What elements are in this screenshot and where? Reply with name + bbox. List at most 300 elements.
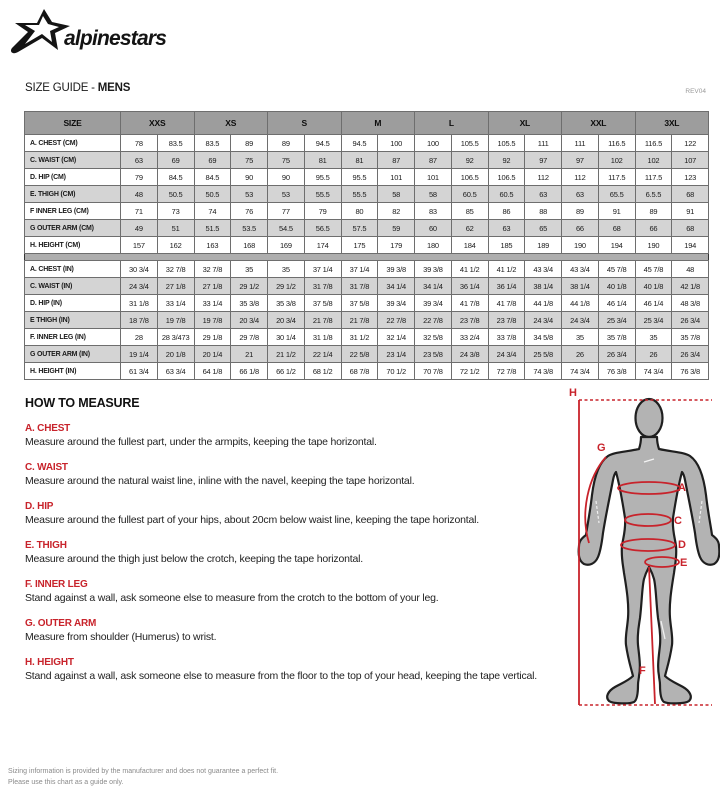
figure-label-thigh: E bbox=[680, 557, 688, 569]
measure-item-label: E. THIGH bbox=[25, 540, 67, 551]
size-value: 157 bbox=[121, 237, 158, 254]
measure-row-label: F INNER LEG (CM) bbox=[25, 203, 121, 220]
measure-row-label: G OUTER ARM (CM) bbox=[25, 220, 121, 237]
size-value: 89 bbox=[268, 135, 305, 152]
size-value: 163 bbox=[194, 237, 231, 254]
measure-item-description: Measure from shoulder (Humerus) to wrist. bbox=[25, 631, 217, 643]
size-value: 31 1/2 bbox=[341, 329, 378, 346]
size-value: 102 bbox=[635, 152, 672, 169]
size-value: 39 3/4 bbox=[378, 295, 415, 312]
size-value: 23 7/8 bbox=[488, 312, 525, 329]
size-value: 69 bbox=[194, 152, 231, 169]
size-value: 87 bbox=[415, 152, 452, 169]
table-row bbox=[25, 135, 709, 152]
size-value: 123 bbox=[672, 169, 709, 186]
size-value: 89 bbox=[562, 203, 599, 220]
figure-label-height: H bbox=[569, 387, 577, 399]
size-value: 31 7/8 bbox=[341, 278, 378, 295]
size-value: 43 3/4 bbox=[562, 261, 599, 278]
size-value: 90 bbox=[231, 169, 268, 186]
size-value: 190 bbox=[562, 237, 599, 254]
size-value: 20 3/4 bbox=[268, 312, 305, 329]
size-value: 44 1/8 bbox=[525, 295, 562, 312]
size-value: 32 5/8 bbox=[415, 329, 452, 346]
size-value: 6.5.5 bbox=[635, 186, 672, 203]
size-value: 37 5/8 bbox=[304, 295, 341, 312]
measure-item bbox=[25, 501, 560, 526]
size-value: 64 1/8 bbox=[194, 363, 231, 380]
measure-item bbox=[25, 540, 560, 565]
size-value: 101 bbox=[415, 169, 452, 186]
disclaimer bbox=[8, 767, 278, 789]
measure-row-label: E. THIGH (CM) bbox=[25, 186, 121, 203]
size-value: 31 1/8 bbox=[304, 329, 341, 346]
measurement-figure bbox=[552, 383, 720, 728]
size-value: 63 bbox=[121, 152, 158, 169]
size-value: 66 1/2 bbox=[268, 363, 305, 380]
alpinestars-logo-icon bbox=[8, 6, 178, 58]
size-value: 70 7/8 bbox=[415, 363, 452, 380]
size-value: 89 bbox=[231, 135, 268, 152]
size-value: 23 7/8 bbox=[451, 312, 488, 329]
size-value: 21 bbox=[231, 346, 268, 363]
disclaimer-line1: Sizing information is provided by the manufacturer and does not guarantee a perfect fit. bbox=[8, 768, 279, 775]
size-value: 20 1/4 bbox=[194, 346, 231, 363]
size-value: 68 bbox=[672, 186, 709, 203]
measure-item-label: D. HIP bbox=[25, 501, 54, 512]
size-value: 185 bbox=[488, 237, 525, 254]
size-value: 63 3/4 bbox=[157, 363, 194, 380]
size-value: 28 bbox=[121, 329, 158, 346]
size-value: 107 bbox=[672, 152, 709, 169]
size-value: 31 1/8 bbox=[121, 295, 158, 312]
measure-item-description: Stand against a wall, ask someone else to measure from the floor to the top of your head, keeping the tape vertical. bbox=[25, 670, 538, 682]
size-value: 55.5 bbox=[304, 186, 341, 203]
size-value: 35 7/8 bbox=[598, 329, 635, 346]
table-row bbox=[25, 295, 709, 312]
size-value: 53 bbox=[268, 186, 305, 203]
size-value: 60.5 bbox=[451, 186, 488, 203]
size-value: 81 bbox=[304, 152, 341, 169]
measure-row-label: A. CHEST (IN) bbox=[25, 261, 121, 278]
size-value: 27 1/8 bbox=[194, 278, 231, 295]
size-value: 25 3/4 bbox=[598, 312, 635, 329]
size-value: 66 bbox=[635, 220, 672, 237]
size-value: 85 bbox=[451, 203, 488, 220]
size-value: 86 bbox=[488, 203, 525, 220]
size-table-wrapper bbox=[24, 111, 708, 380]
size-value: 27 1/8 bbox=[157, 278, 194, 295]
size-value: 21 7/8 bbox=[341, 312, 378, 329]
figure-label-chest: A bbox=[678, 482, 686, 494]
size-value: 116.5 bbox=[635, 135, 672, 152]
size-value: 39 3/8 bbox=[415, 261, 452, 278]
size-value: 75 bbox=[231, 152, 268, 169]
size-value: 105.5 bbox=[488, 135, 525, 152]
size-value: 34 5/8 bbox=[525, 329, 562, 346]
size-value: 22 5/8 bbox=[341, 346, 378, 363]
size-value: 35 bbox=[635, 329, 672, 346]
measure-row-label: H. HEIGHT (CM) bbox=[25, 237, 121, 254]
size-value: 97 bbox=[525, 152, 562, 169]
measure-item bbox=[25, 579, 560, 604]
size-value: 18 7/8 bbox=[121, 312, 158, 329]
size-value: 25 3/4 bbox=[635, 312, 672, 329]
size-value: 74 3/8 bbox=[525, 363, 562, 380]
size-value: 60 bbox=[415, 220, 452, 237]
size-value: 35 bbox=[562, 329, 599, 346]
size-value: 92 bbox=[488, 152, 525, 169]
size-value: 41 7/8 bbox=[451, 295, 488, 312]
size-value: 58 bbox=[378, 186, 415, 203]
size-value: 51.5 bbox=[194, 220, 231, 237]
size-value: 82 bbox=[378, 203, 415, 220]
size-column-header: XS bbox=[194, 112, 268, 135]
how-to-measure-section bbox=[25, 396, 560, 696]
size-value: 89 bbox=[635, 203, 672, 220]
page-title-gender: MENS bbox=[97, 82, 131, 94]
size-value: 65 bbox=[525, 220, 562, 237]
size-value: 84.5 bbox=[157, 169, 194, 186]
size-column-header: L bbox=[415, 112, 489, 135]
size-value: 37 1/4 bbox=[341, 261, 378, 278]
size-value: 38 1/4 bbox=[525, 278, 562, 295]
measure-item-label: G. OUTER ARM bbox=[25, 618, 97, 629]
size-value: 83.5 bbox=[194, 135, 231, 152]
size-value: 84.5 bbox=[194, 169, 231, 186]
size-value: 55.5 bbox=[341, 186, 378, 203]
size-value: 37 5/8 bbox=[341, 295, 378, 312]
size-value: 24 3/8 bbox=[451, 346, 488, 363]
size-value: 24 3/4 bbox=[488, 346, 525, 363]
size-value: 70 1/2 bbox=[378, 363, 415, 380]
size-value: 36 1/4 bbox=[488, 278, 525, 295]
size-value: 180 bbox=[415, 237, 452, 254]
size-value: 46 1/4 bbox=[635, 295, 672, 312]
size-value: 75 bbox=[268, 152, 305, 169]
table-row bbox=[25, 278, 709, 295]
size-value: 58 bbox=[415, 186, 452, 203]
size-value: 38 1/4 bbox=[562, 278, 599, 295]
size-value: 59 bbox=[378, 220, 415, 237]
size-value: 35 7/8 bbox=[672, 329, 709, 346]
size-value: 34 1/4 bbox=[415, 278, 452, 295]
size-value: 91 bbox=[672, 203, 709, 220]
size-column-header: XXL bbox=[562, 112, 636, 135]
size-value: 37 1/4 bbox=[304, 261, 341, 278]
size-value: 19 7/8 bbox=[157, 312, 194, 329]
size-value: 45 7/8 bbox=[635, 261, 672, 278]
size-value: 81 bbox=[341, 152, 378, 169]
size-column-header: SIZE bbox=[25, 112, 121, 135]
size-value: 22 7/8 bbox=[378, 312, 415, 329]
size-value: 92 bbox=[451, 152, 488, 169]
measure-item-description: Stand against a wall, ask someone else to measure from the crotch to the bottom of your leg. bbox=[25, 592, 439, 604]
size-value: 68 1/2 bbox=[304, 363, 341, 380]
size-value: 44 1/8 bbox=[562, 295, 599, 312]
size-value: 53.5 bbox=[231, 220, 268, 237]
measure-row-label: H. HEIGHT (IN) bbox=[25, 363, 121, 380]
size-value: 25 5/8 bbox=[525, 346, 562, 363]
size-value: 30 3/4 bbox=[121, 261, 158, 278]
size-value: 66 bbox=[562, 220, 599, 237]
size-value: 45 7/8 bbox=[598, 261, 635, 278]
measure-item-label: F. INNER LEG bbox=[25, 579, 88, 590]
size-value: 24 3/4 bbox=[525, 312, 562, 329]
size-value: 79 bbox=[121, 169, 158, 186]
size-value: 77 bbox=[268, 203, 305, 220]
page-title-prefix: SIZE GUIDE - bbox=[25, 82, 98, 94]
measure-item bbox=[25, 657, 560, 682]
measure-item-label: A. CHEST bbox=[25, 423, 71, 434]
size-value: 162 bbox=[157, 237, 194, 254]
size-value: 117.5 bbox=[635, 169, 672, 186]
size-value: 91 bbox=[598, 203, 635, 220]
size-value: 190 bbox=[635, 237, 672, 254]
revision-label: REV04 bbox=[685, 88, 706, 95]
size-value: 33 1/4 bbox=[194, 295, 231, 312]
size-value: 20 3/4 bbox=[231, 312, 268, 329]
figure-label-outer-arm: G bbox=[597, 442, 606, 454]
size-value: 78 bbox=[121, 135, 158, 152]
size-value: 29 1/2 bbox=[268, 278, 305, 295]
measure-row-label: G OUTER ARM (IN) bbox=[25, 346, 121, 363]
size-value: 56.5 bbox=[304, 220, 341, 237]
size-value: 41 7/8 bbox=[488, 295, 525, 312]
size-value: 189 bbox=[525, 237, 562, 254]
size-value: 65.5 bbox=[598, 186, 635, 203]
size-value: 40 1/8 bbox=[635, 278, 672, 295]
size-value: 29 1/8 bbox=[194, 329, 231, 346]
size-value: 39 3/4 bbox=[415, 295, 452, 312]
size-value: 26 3/4 bbox=[598, 346, 635, 363]
size-value: 39 3/8 bbox=[378, 261, 415, 278]
size-column-header: M bbox=[341, 112, 415, 135]
page-title bbox=[25, 82, 130, 94]
size-value: 22 1/4 bbox=[304, 346, 341, 363]
table-row bbox=[25, 169, 709, 186]
size-value: 111 bbox=[525, 135, 562, 152]
measure-row-label: E THIGH (IN) bbox=[25, 312, 121, 329]
alpinestars-logo bbox=[8, 6, 178, 58]
size-value: 34 1/4 bbox=[378, 278, 415, 295]
size-value: 112 bbox=[562, 169, 599, 186]
size-value: 29 7/8 bbox=[231, 329, 268, 346]
size-value: 80 bbox=[341, 203, 378, 220]
size-value: 74 bbox=[194, 203, 231, 220]
size-value: 76 bbox=[231, 203, 268, 220]
size-value: 32 7/8 bbox=[194, 261, 231, 278]
size-value: 20 1/8 bbox=[157, 346, 194, 363]
size-value: 48 3/8 bbox=[672, 295, 709, 312]
figure-label-hip: D bbox=[678, 539, 686, 551]
size-value: 19 1/4 bbox=[121, 346, 158, 363]
measure-item-label: H. HEIGHT bbox=[25, 657, 74, 668]
size-value: 68 bbox=[598, 220, 635, 237]
size-column-header: XXS bbox=[121, 112, 195, 135]
size-value: 61 3/4 bbox=[121, 363, 158, 380]
size-value: 35 bbox=[231, 261, 268, 278]
unit-separator bbox=[25, 254, 709, 261]
size-value: 111 bbox=[562, 135, 599, 152]
size-value: 94.5 bbox=[341, 135, 378, 152]
size-value: 95.5 bbox=[304, 169, 341, 186]
size-value: 62 bbox=[451, 220, 488, 237]
size-value: 184 bbox=[451, 237, 488, 254]
size-value: 106.5 bbox=[451, 169, 488, 186]
size-value: 49 bbox=[121, 220, 158, 237]
size-value: 35 3/8 bbox=[268, 295, 305, 312]
body-diagram-icon bbox=[552, 383, 720, 728]
size-value: 26 3/4 bbox=[672, 312, 709, 329]
size-value: 105.5 bbox=[451, 135, 488, 152]
size-value: 51 bbox=[157, 220, 194, 237]
size-value: 106.5 bbox=[488, 169, 525, 186]
size-value: 42 1/8 bbox=[672, 278, 709, 295]
size-value: 102 bbox=[598, 152, 635, 169]
size-value: 94.5 bbox=[304, 135, 341, 152]
measure-row-label: A. CHEST (CM) bbox=[25, 135, 121, 152]
size-value: 50.5 bbox=[194, 186, 231, 203]
table-row bbox=[25, 312, 709, 329]
size-value: 87 bbox=[378, 152, 415, 169]
measure-row-label: F. INNER LEG (IN) bbox=[25, 329, 121, 346]
size-value: 21 1/2 bbox=[268, 346, 305, 363]
size-value: 68 7/8 bbox=[341, 363, 378, 380]
size-value: 194 bbox=[598, 237, 635, 254]
measure-item-label: C. WAIST bbox=[25, 462, 68, 473]
size-column-header: 3XL bbox=[635, 112, 709, 135]
size-value: 30 1/4 bbox=[268, 329, 305, 346]
size-value: 36 1/4 bbox=[451, 278, 488, 295]
how-to-measure-title: HOW TO MEASURE bbox=[25, 396, 140, 410]
size-value: 48 bbox=[672, 261, 709, 278]
measure-item-description: Measure around the thigh just below the crotch, keeping the tape horizontal. bbox=[25, 553, 363, 565]
disclaimer-line2: Please use this chart as a guide only. bbox=[8, 778, 124, 786]
size-value: 83.5 bbox=[157, 135, 194, 152]
size-value: 168 bbox=[231, 237, 268, 254]
size-value: 97 bbox=[562, 152, 599, 169]
figure-label-inner-leg: F bbox=[639, 665, 646, 677]
size-value: 26 3/4 bbox=[672, 346, 709, 363]
table-row bbox=[25, 363, 709, 380]
table-row bbox=[25, 186, 709, 203]
measure-item-description: Measure around the fullest part of your hips, about 20cm below waist line, keeping the tape horizontal. bbox=[25, 514, 479, 526]
size-value: 26 bbox=[562, 346, 599, 363]
measure-row-label: D. HIP (IN) bbox=[25, 295, 121, 312]
table-row bbox=[25, 346, 709, 363]
size-value: 74 3/4 bbox=[562, 363, 599, 380]
size-value: 41 1/2 bbox=[451, 261, 488, 278]
measure-item bbox=[25, 462, 560, 487]
size-value: 46 1/4 bbox=[598, 295, 635, 312]
size-value: 112 bbox=[525, 169, 562, 186]
size-value: 35 3/8 bbox=[231, 295, 268, 312]
measure-row-label: D. HIP (CM) bbox=[25, 169, 121, 186]
size-value: 23 5/8 bbox=[415, 346, 452, 363]
measure-item bbox=[25, 423, 560, 448]
size-value: 23 1/4 bbox=[378, 346, 415, 363]
size-value: 53 bbox=[231, 186, 268, 203]
measure-item bbox=[25, 618, 560, 643]
size-value: 41 1/2 bbox=[488, 261, 525, 278]
size-value: 90 bbox=[268, 169, 305, 186]
size-value: 35 bbox=[268, 261, 305, 278]
measure-row-label: C. WAIST (CM) bbox=[25, 152, 121, 169]
measure-item-description: Measure around the fullest part, under the armpits, keeping the tape horizontal. bbox=[25, 436, 377, 448]
size-value: 179 bbox=[378, 237, 415, 254]
brand-wordmark: alpinestars bbox=[64, 27, 167, 50]
table-row bbox=[25, 329, 709, 346]
size-value: 19 7/8 bbox=[194, 312, 231, 329]
size-value: 33 1/4 bbox=[157, 295, 194, 312]
table-row bbox=[25, 152, 709, 169]
size-value: 26 bbox=[635, 346, 672, 363]
size-value: 33 7/8 bbox=[488, 329, 525, 346]
size-value: 79 bbox=[304, 203, 341, 220]
size-value: 76 3/8 bbox=[598, 363, 635, 380]
table-row bbox=[25, 237, 709, 254]
figure-label-waist: C bbox=[674, 515, 682, 527]
size-value: 66 1/8 bbox=[231, 363, 268, 380]
size-value: 43 3/4 bbox=[525, 261, 562, 278]
size-value: 22 7/8 bbox=[415, 312, 452, 329]
size-value: 54.5 bbox=[268, 220, 305, 237]
size-value: 29 1/2 bbox=[231, 278, 268, 295]
size-value: 32 7/8 bbox=[157, 261, 194, 278]
size-table bbox=[24, 111, 709, 380]
size-value: 28 3/473 bbox=[157, 329, 194, 346]
size-value: 83 bbox=[415, 203, 452, 220]
size-value: 76 3/8 bbox=[672, 363, 709, 380]
size-value: 69 bbox=[157, 152, 194, 169]
size-value: 175 bbox=[341, 237, 378, 254]
size-value: 72 1/2 bbox=[451, 363, 488, 380]
size-value: 100 bbox=[378, 135, 415, 152]
size-value: 117.5 bbox=[598, 169, 635, 186]
size-value: 24 3/4 bbox=[562, 312, 599, 329]
table-row bbox=[25, 203, 709, 220]
size-value: 71 bbox=[121, 203, 158, 220]
size-value: 63 bbox=[525, 186, 562, 203]
measure-item-description: Measure around the natural waist line, inline with the navel, keeping the tape horizontal. bbox=[25, 475, 415, 487]
size-value: 73 bbox=[157, 203, 194, 220]
size-value: 100 bbox=[415, 135, 452, 152]
size-value: 63 bbox=[562, 186, 599, 203]
size-value: 60.5 bbox=[488, 186, 525, 203]
size-value: 21 7/8 bbox=[304, 312, 341, 329]
size-value: 101 bbox=[378, 169, 415, 186]
size-value: 72 7/8 bbox=[488, 363, 525, 380]
size-value: 74 3/4 bbox=[635, 363, 672, 380]
size-value: 174 bbox=[304, 237, 341, 254]
size-value: 32 1/4 bbox=[378, 329, 415, 346]
size-value: 122 bbox=[672, 135, 709, 152]
size-value: 88 bbox=[525, 203, 562, 220]
size-value: 63 bbox=[488, 220, 525, 237]
measure-row-label: C. WAIST (IN) bbox=[25, 278, 121, 295]
size-value: 40 1/8 bbox=[598, 278, 635, 295]
table-row bbox=[25, 261, 709, 278]
size-value: 31 7/8 bbox=[304, 278, 341, 295]
size-value: 194 bbox=[672, 237, 709, 254]
size-value: 116.5 bbox=[598, 135, 635, 152]
size-value: 57.5 bbox=[341, 220, 378, 237]
size-column-header: S bbox=[268, 112, 342, 135]
size-column-header: XL bbox=[488, 112, 562, 135]
size-value: 169 bbox=[268, 237, 305, 254]
size-value: 48 bbox=[121, 186, 158, 203]
